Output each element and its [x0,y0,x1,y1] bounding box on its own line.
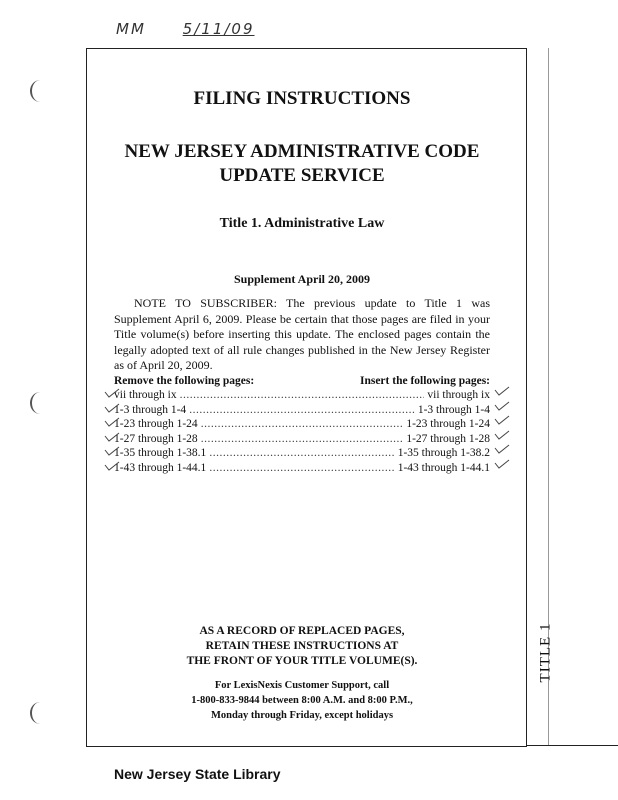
record-line3: THE FRONT OF YOUR TITLE VOLUME(S). [186,655,418,667]
title-tab [530,612,562,692]
page-row [114,417,490,432]
title-heading: Title 1. Administrative Law [219,216,385,231]
library-stamp: New Jersey State Library [114,766,281,782]
record-line2: RETAIN THESE INSTRUCTIONS AT [205,640,399,652]
leader-dots [201,417,404,432]
record-line1: AS A RECORD OF REPLACED PAGES, [199,625,405,637]
remove-pages: 1-23 through 1-24 [114,418,198,430]
check-mark-icon [104,417,120,427]
remove-pages: vii through ix [114,389,177,401]
page-row [114,388,490,403]
remove-pages: 1-27 through 1-28 [114,432,198,445]
check-mark-icon [104,388,120,398]
page-row [114,403,490,418]
binder-hole-bottom [30,702,50,724]
leader-dots [180,388,425,403]
insert-pages: 1-43 through 1-44.1 [397,461,490,474]
check-mark-icon [104,432,120,442]
remove-pages: 1-35 through 1-38.1 [114,447,207,459]
remove-header: Remove the following pages: [114,375,255,387]
check-mark-icon [494,415,510,425]
handwritten-date: 5/11/09 [182,20,255,38]
filing-instructions-heading: FILING INSTRUCTIONS [193,88,411,109]
support-line3: Monday through Friday, except holidays [210,710,394,721]
check-mark-icon [494,444,510,454]
page-replacement-list [114,374,490,475]
code-heading [114,140,490,188]
tab-bottom-line [526,745,618,746]
handwritten-initials: MM [116,20,146,38]
check-mark-icon [104,461,120,471]
check-mark-icon [494,459,510,469]
supplement-heading: Supplement April 20, 2009 [233,272,371,286]
leader-dots [209,461,394,476]
remove-pages: 1-43 through 1-44.1 [114,461,207,474]
remove-pages: 1-3 through 1-4 [114,403,187,416]
customer-support-info [114,678,490,723]
binder-hole-top [30,80,50,102]
binder-hole-middle [30,392,50,414]
check-mark-icon [104,403,120,413]
page-row [114,432,490,447]
page-list-header [114,374,490,388]
check-mark-icon [494,430,510,440]
leader-dots [209,446,394,461]
code-heading-line1: NEW JERSEY ADMINISTRATIVE CODE [124,141,480,162]
support-line1: For LexisNexis Customer Support, call [214,680,390,691]
check-mark-icon [494,401,510,411]
insert-pages: 1-27 through 1-28 [406,432,490,445]
title-tab-label: TITLE 1 [537,622,554,682]
tab-divider-line [526,48,527,745]
page-row [114,446,490,461]
page-row [114,461,490,476]
insert-pages: vii through ix [427,389,490,401]
insert-pages: 1-35 through 1-38.2 [397,447,490,459]
insert-header: Insert the following pages: [359,375,490,387]
support-line2: 1-800-833-9844 between 8:00 A.M. and 8:00 P.M., [191,695,413,706]
handwritten-note [116,20,255,38]
leader-dots [201,432,404,447]
record-retention-notice [114,624,490,669]
insert-pages: 1-3 through 1-4 [417,403,490,416]
subscriber-note: NOTE TO SUBSCRIBER: The previous update to Title 1 was Supplement April 6, 2009. Please be certain that those pages are filed in your Title volume(s) before inserting this update. The enclosed pages contain the legally adopted text of all rule changes published in the New Jersey Register as of April 20, 2009. [114,296,490,372]
leader-dots [189,403,415,418]
check-mark-icon [494,386,510,396]
check-mark-icon [104,446,120,456]
insert-pages: 1-23 through 1-24 [406,418,490,430]
code-heading-line2: UPDATE SERVICE [219,165,385,186]
